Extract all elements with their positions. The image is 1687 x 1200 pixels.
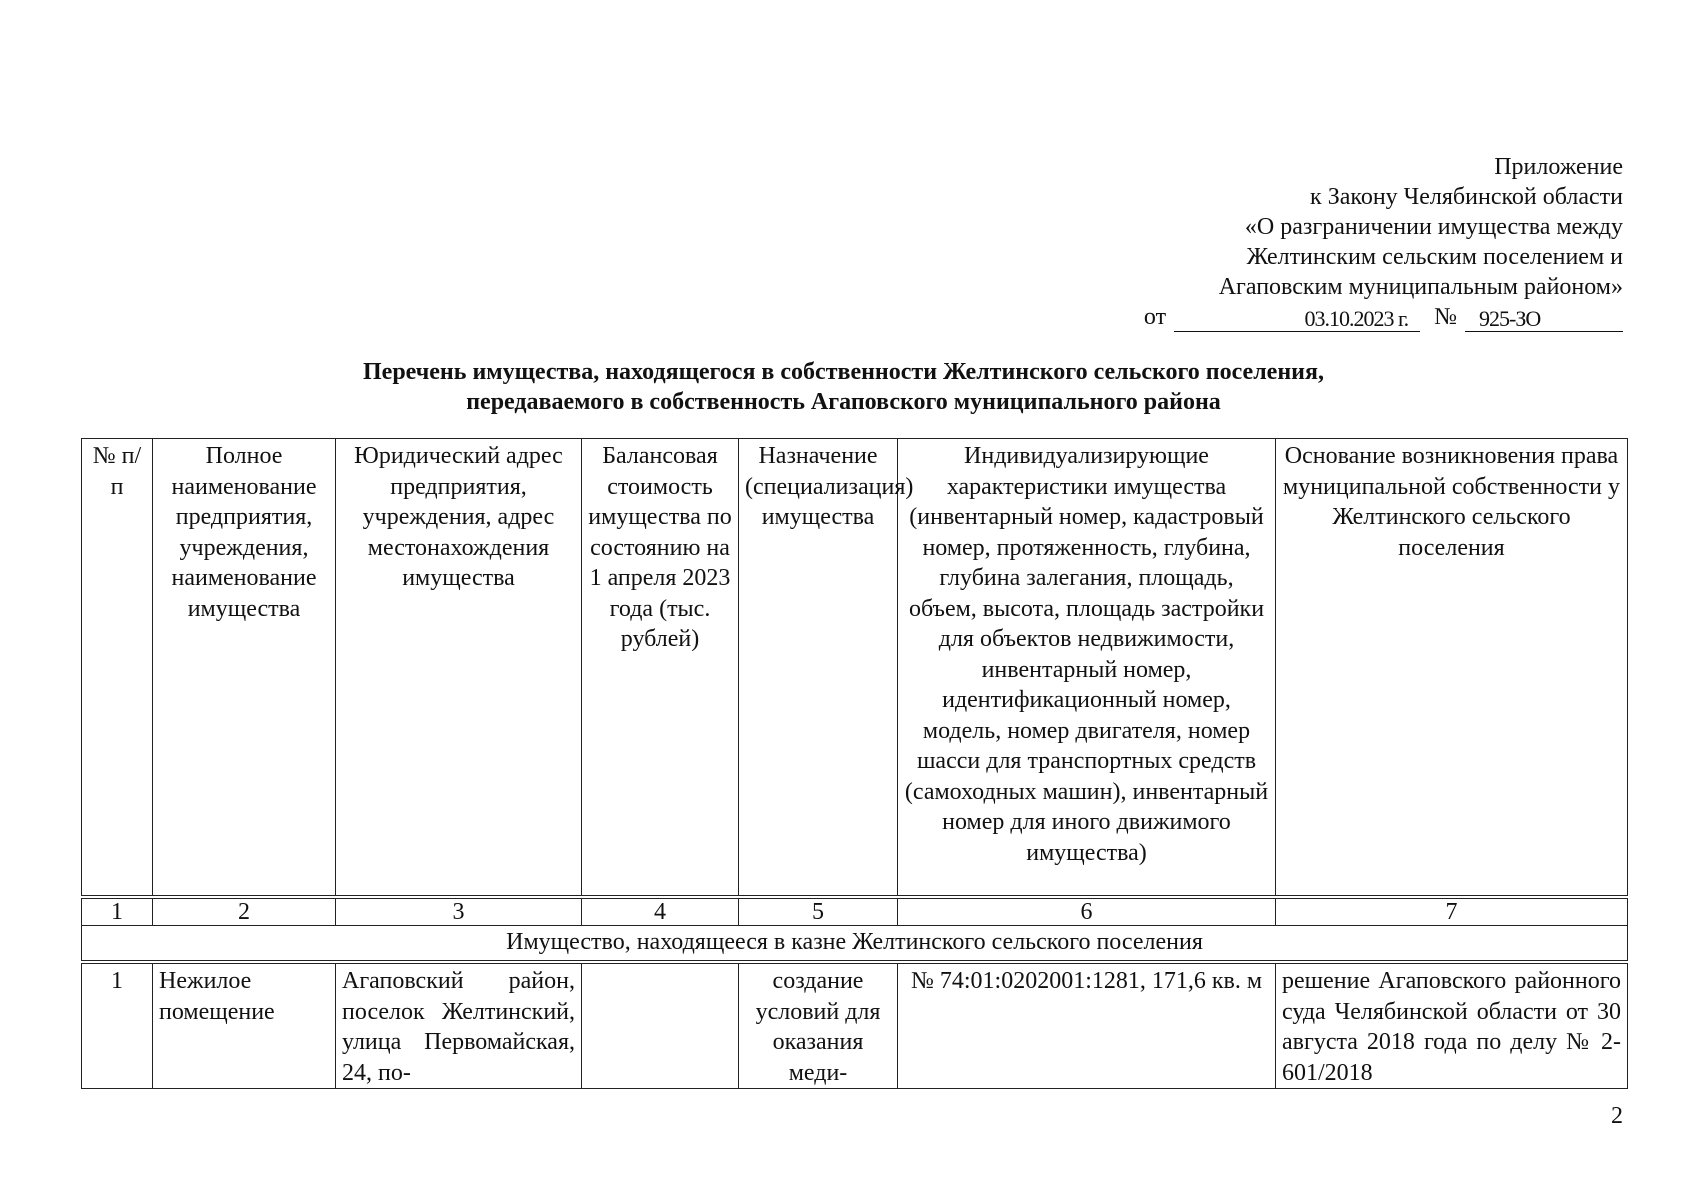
appendix-date-line [1063,302,1623,332]
row-value [582,962,739,1089]
appendix-law-title-3: Агаповским муниципальным районом» [1218,274,1623,300]
header-num: № п/п [82,439,153,898]
row-basis: решение Агаповского районного суда Челябинской области от 30 августа 2018 года по делу № 2-601/2018 [1276,962,1628,1089]
appendix-label: Приложение [1494,154,1623,180]
appendix-law-line: к Закону Челябинской области [1310,184,1623,210]
row-address: Агаповский район, поселок Желтинский, улица Первомайская, 24, по- [336,962,582,1089]
table-row [82,962,1628,1089]
property-table [81,438,1628,1089]
row-purpose: создание условий для оказания меди- [739,962,898,1089]
section-title: Имущество, находящееся в казне Желтинского сельского поселения [82,926,1628,963]
header-basis: Основание возникновения права муниципальной собственности у Желтинского сельского поселения [1276,439,1628,898]
appendix-law-title-2: Желтинским сельским поселением и [1246,244,1623,270]
column-number: 5 [739,897,898,926]
column-number: 4 [582,897,739,926]
row-name: Нежилое помещение [153,962,336,1089]
header-purpose: Назначение (специализация) имущества [739,439,898,898]
number-label: № [1434,304,1457,330]
title-line-1: Перечень имущества, находящегося в собственности Желтинского сельского поселения, [363,359,1324,385]
column-number: 3 [336,897,582,926]
law-date: 03.10.2023 г. [1174,306,1420,332]
column-number: 7 [1276,897,1628,926]
column-number: 1 [82,897,153,926]
appendix-law-title-1: «О разграничении имущества между [1244,214,1623,240]
document-title [0,357,1687,417]
row-num: 1 [82,962,153,1089]
header-address: Юридический адрес предприятия, учреждения, адрес местонахождения имущества [336,439,582,898]
header-name: Полное наименование предприятия, учреждения, наименование имущества [153,439,336,898]
header-characteristics: Индивидуализирующие характеристики имущества (инвентарный номер, кадастровый номер, протяженность, глубина, глубина залегания, площадь, объем, высота, площадь застройки для объектов недвижимости, инвентарный номер, идентификационный номер, модель, номер двигателя, номер шасси для транспортных средств (самоходных машин), инвентарный номер для иного движимого имущества) [898,439,1276,898]
column-number-row [82,897,1628,926]
section-row [82,926,1628,963]
column-number: 2 [153,897,336,926]
row-characteristics: № 74:01:0202001:1281, 171,6 кв. м [898,962,1276,1089]
table-header-row [82,439,1628,898]
from-label: от [1143,304,1167,330]
appendix-block [1063,152,1623,332]
title-line-2: передаваемого в собственность Агаповского муниципального района [466,389,1221,415]
page-number: 2 [1611,1103,1623,1129]
column-number: 6 [898,897,1276,926]
law-number: 925-ЗО [1465,306,1623,332]
header-value: Балансовая стоимость имущества по состоянию на 1 апреля 2023 года (тыс. рублей) [582,439,739,898]
